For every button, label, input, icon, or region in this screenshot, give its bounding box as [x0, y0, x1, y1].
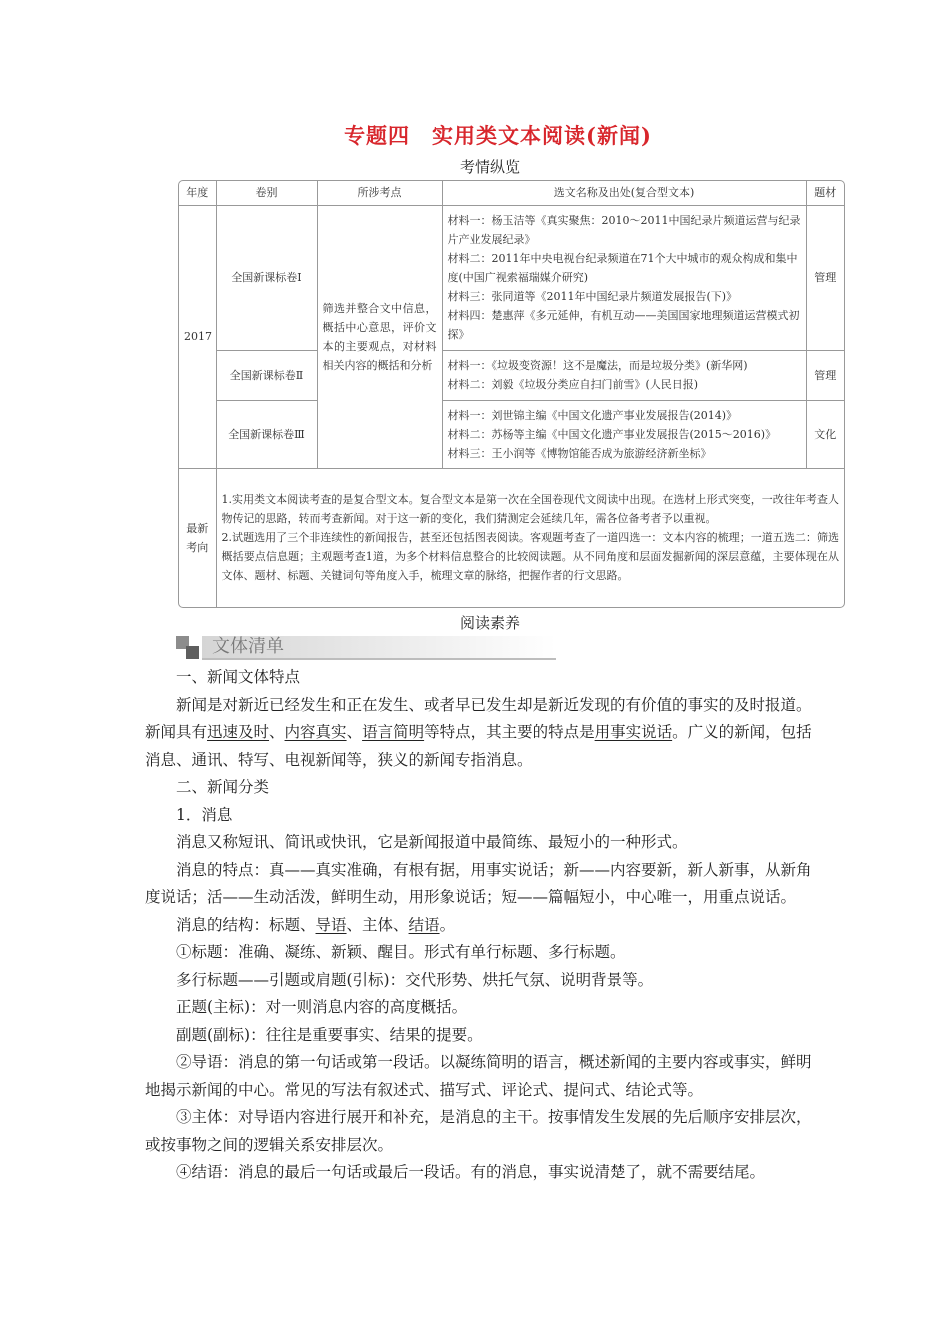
paragraph: 正题(主标)：对一则消息内容的高度概括。 — [176, 998, 468, 1016]
paper-cell: 全国新课标卷Ⅱ — [216, 350, 317, 400]
material-item: 材料一：杨玉洁等《真实聚焦：2010～2011中国纪录片频道运营与纪录片产业发展纪录》 — [447, 214, 801, 246]
paragraph: ④结语：消息的最后一句话或最后一段话。有的消息，事实说清楚了，就不需要结尾。 — [176, 1163, 766, 1181]
material-item: 材料四：楚惠萍《多元延伸，有机互动——美国国家地理频道运营模式初探》 — [447, 309, 800, 341]
material-cell — [442, 400, 806, 468]
underlined-term: 用事实说话 — [594, 723, 673, 741]
paragraph — [145, 692, 825, 775]
underlined-term: 导语 — [315, 915, 347, 934]
material-item: 材料三：张同道等《2011年中国纪录片频道发展报告(下)》 — [447, 290, 738, 303]
underlined-term: 结语 — [408, 915, 440, 934]
material-item: 材料一：刘世锦主编《中国文化遗产事业发展报告(2014)》 — [447, 408, 738, 422]
reading-literacy-heading: 阅读素养 — [459, 614, 520, 632]
body-content — [145, 664, 825, 1187]
exam-overview-table — [178, 180, 845, 608]
year-cell: 2017 — [179, 205, 216, 468]
banner-label: 文体清单 — [212, 636, 284, 657]
table-header-row — [179, 181, 844, 205]
paragraph: ③主体：对导语内容进行展开和补充，是消息的主干。按事情发生发展的先后顺序安排层次，或按事物之间的逻辑关系安排层次。 — [145, 1108, 812, 1154]
paragraph — [145, 912, 825, 940]
header-topic: 题材 — [806, 181, 844, 205]
underlined-term: 内容真实 — [284, 723, 347, 741]
section-heading: 二、新闻分类 — [176, 778, 270, 796]
banner-square-icon — [186, 646, 199, 659]
material-item: 材料一：《垃圾变资源！这不是魔法，而是垃圾分类》(新华网) — [447, 359, 748, 372]
text-span: 、主体、 — [346, 915, 409, 934]
table-row — [179, 205, 844, 350]
material-cell — [442, 350, 806, 400]
trend-label-cell — [179, 468, 216, 607]
exam-overview-heading: 考情纵览 — [459, 158, 520, 176]
trend-item: 1.实用类文本阅读考查的是复合型文本。复合型文本是第一次在全国卷现代文阅读中出现。在选材上形式突变，一改往年考查人物传记的思路，转而考查新闻。对于这一新的变化，我们猜测定会延续几年，需各位备考者予以重视。 — [221, 493, 839, 526]
subsection-heading: 1．消息 — [176, 805, 233, 824]
topic-cell: 文化 — [806, 400, 844, 468]
section-heading: 一、新闻文体特点 — [176, 668, 301, 686]
text-span: 。 — [439, 915, 456, 934]
paragraph: 消息的特点：真——真实准确，有根有据，用事实说话；新——内容要新，新人新事，从新角度说话；活——生动活泼，鲜明生动，用形象说话；短——篇幅短小，中心唯一，用重点说话。 — [145, 860, 812, 906]
header-kaodian: 所涉考点 — [317, 181, 442, 205]
material-item: 材料二：刘毅《垃圾分类应自扫门前雪》(人民日报) — [447, 378, 699, 391]
section-banner — [176, 636, 556, 662]
text-span: 、 — [346, 723, 363, 741]
trend-label: 最新 — [186, 521, 209, 535]
table-row — [179, 468, 844, 607]
header-year: 年度 — [179, 181, 216, 205]
paragraph: 消息又称短讯、简讯或快讯，它是新闻报道中最简练、最短小的一种形式。 — [176, 833, 688, 851]
paragraph: ①标题：准确、凝练、新颖、醒目。形式有单行标题、多行标题。 — [176, 943, 626, 961]
topic-cell: 管理 — [806, 350, 844, 400]
material-cell — [442, 205, 806, 350]
text-span: 新闻是对新近已经发生和正在发生、或者早已发生却是新近发现的有价值的事实的及时报道。新闻具有 — [145, 695, 812, 741]
paragraph: ②导语：消息的第一句话或第一段话。以凝练简明的语言，概述新闻的主要内容或事实，鲜明地揭示新闻的中心。常见的写法有叙述式、描写式、评论式、提问式、结论式等。 — [145, 1053, 812, 1099]
text-span: 消息的结构：标题、 — [176, 915, 316, 934]
trend-label: 考向 — [186, 540, 209, 554]
underlined-term: 语言简明 — [362, 723, 425, 741]
topic-cell: 管理 — [806, 205, 844, 350]
paragraph: 副题(副标)：往往是重要事实、结果的提要。 — [176, 1025, 483, 1044]
kaodian-cell: 筛选并整合文中信息，概括中心意思，评价文本的主要观点，对材料相关内容的概括和分析 — [317, 205, 442, 468]
text-span: 等特点，其主要的特点是 — [424, 723, 595, 741]
underlined-term: 迅速及时 — [207, 723, 270, 741]
trend-content-cell — [216, 468, 844, 607]
text-span: 。广义的新闻，包括消息、通讯、特写、电视新闻等，狭义的新闻专指消息。 — [145, 723, 812, 769]
table-row — [179, 400, 844, 468]
table-row — [179, 350, 844, 400]
material-item: 材料二：2011年中央电视台纪录频道在71个大中城市的观众构成和集中度(中国广视索福瑞媒介研究) — [447, 252, 798, 284]
paper-cell: 全国新课标卷Ⅲ — [216, 400, 317, 468]
header-material: 选文名称及出处(复合型文本) — [442, 181, 806, 205]
paper-cell: 全国新课标卷Ⅰ — [216, 205, 317, 350]
material-item: 材料二：苏杨等主编《中国文化遗产事业发展报告(2015～2016)》 — [447, 427, 777, 441]
paragraph: 多行标题——引题或肩题(引标)：交代形势、烘托气氛、说明背景等。 — [176, 970, 654, 989]
trend-item: 2.试题选用了三个非连续性的新闻报告，甚至还包括图表阅读。客观题考查了一道四选一：文本内容的梳理；一道五选二：筛选概括要点信息题；主观题考查1道，为多个材料信息整合的比较阅读题。从不同角度和层面发掘新闻的深层意蕴，主要体现在从文体、题材、标题、关键词句等角度入手，梳理文章的脉络，把握作者的行文思路。 — [221, 531, 839, 583]
material-item: 材料三：王小润等《博物馆能否成为旅游经济新坐标》 — [447, 446, 712, 460]
header-paper: 卷别 — [216, 181, 317, 205]
text-span: 、 — [269, 723, 285, 741]
page-title: 专题四 实用类文本阅读(新闻) — [344, 123, 652, 148]
